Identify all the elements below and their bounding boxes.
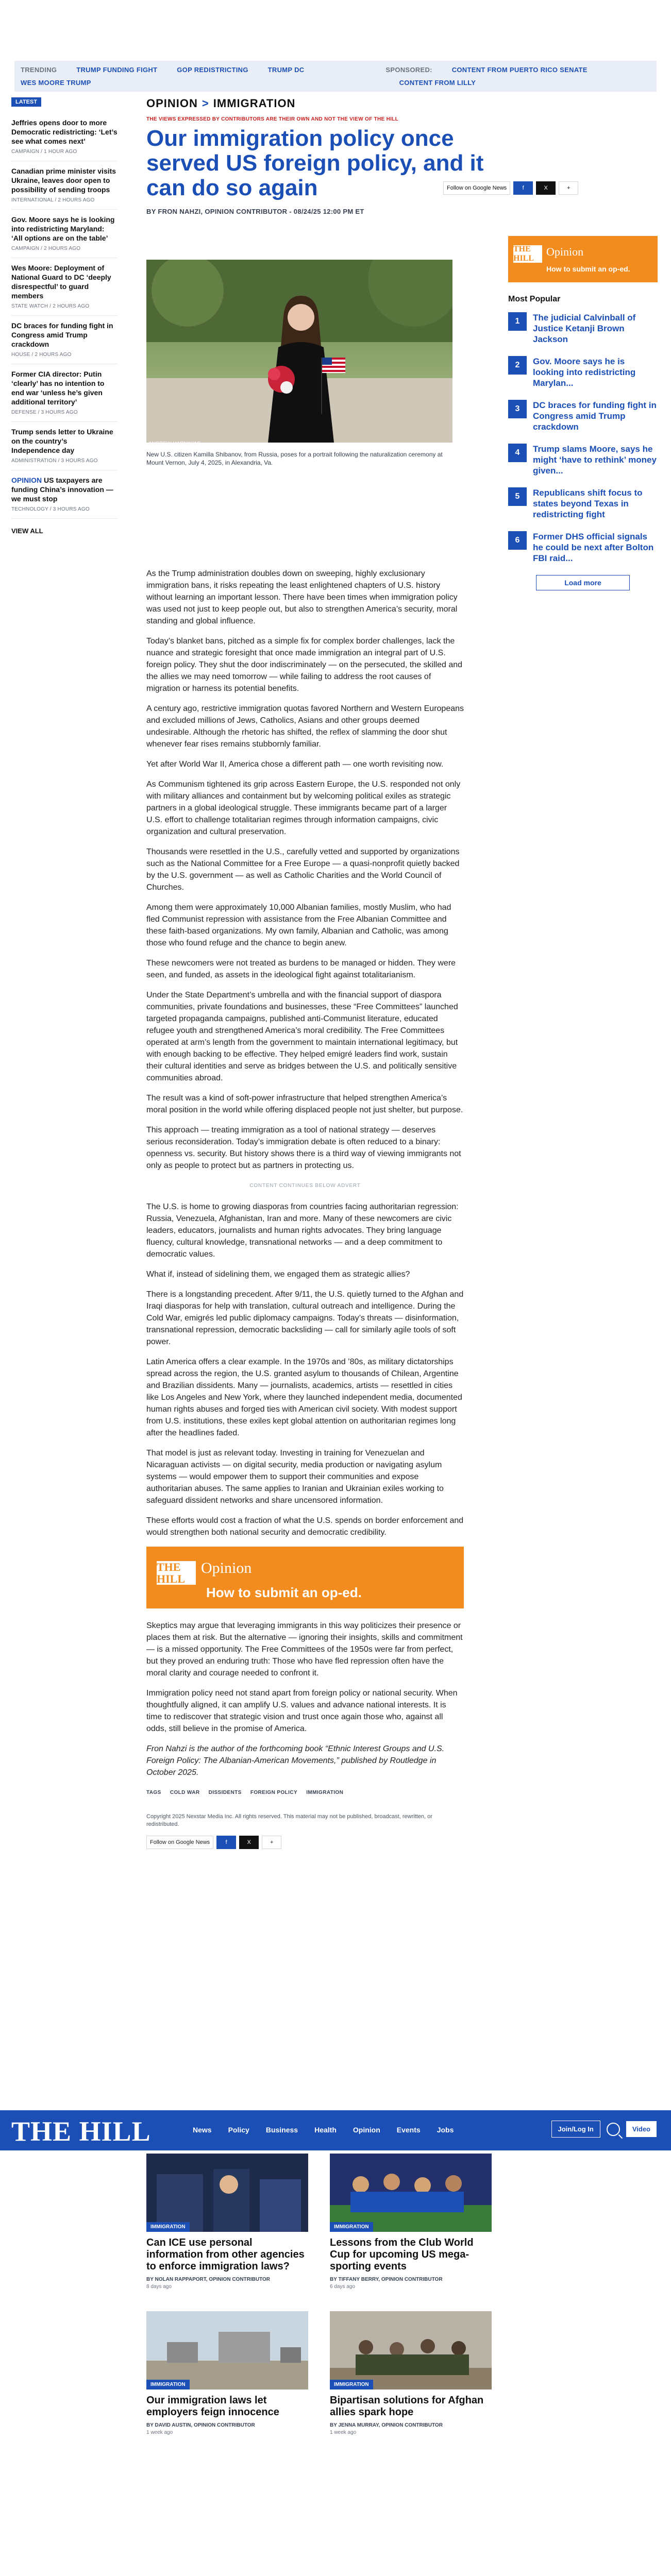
paragraph: Yet after World War II, America chose a different path — one worth revisiting now. — [146, 760, 444, 769]
hero-image — [146, 260, 452, 443]
trending-label: TRENDING — [21, 66, 57, 74]
related-time: 1 week ago — [330, 2430, 357, 2435]
related-title[interactable]: Lessons from the Club World Cup for upcoming US mega-sporting events — [330, 2237, 474, 2272]
more-share-icon[interactable]: + — [262, 1836, 281, 1849]
paragraph: Under the State Department’s umbrella and with the financial support of diaspora communities, private foundations and businesses, these “Free Committees” launched targeted propaganda campaigns, published anti-Communist literature, educated refugee youth and strengthened America’s moral credibility. The Free Committees operated at arm’s length from the government to maintain international legitimacy, but with enough backing to be effective. They helped emigré leaders find work, sustain their cultural identities and serve as bridges between the U.S. and politically sensitive communities abroad. — [146, 991, 458, 1082]
related-tag[interactable]: IMMIGRATION — [330, 2380, 373, 2389]
tag-link[interactable]: IMMIGRATION — [306, 1790, 344, 1795]
x-share-icon[interactable]: X — [239, 1836, 259, 1849]
tag-link[interactable]: DISSIDENTS — [208, 1790, 242, 1795]
trending-bar — [0, 0, 671, 87]
sidebar-item[interactable] — [11, 470, 118, 519]
sidebar-item-meta: STATE WATCH / 2 HOURS AGO — [11, 303, 90, 309]
google-news-follow-button[interactable]: Follow on Google News — [443, 181, 510, 195]
sidebar-item[interactable] — [11, 316, 118, 364]
author-note: Fron Nahzi is the author of the forthcoming book “Ethnic Interest Groups and U.S. Foreign Policy: The Albanian-American Movements,” published by Routledge in October 2025. — [146, 1744, 445, 1777]
sidebar-item-meta: CAMPAIGN / 1 HOUR AGO — [11, 149, 77, 155]
paragraph: Thousands were resettled in the U.S., carefully vetted and supported by organizations such as the National Committee for a Free Europe — a quasi-nonprofit quietly backed by the U.S. government — as well as Catholic Charities and the World Council of Churches. — [146, 848, 460, 892]
paragraph: These newcomers were not treated as burdens to be managed or hidden. They were seen, and funded, as assets in the ideological fight against totalitarianism. — [146, 959, 456, 979]
related-image[interactable] — [146, 2311, 308, 2389]
most-popular-item[interactable] — [508, 400, 658, 432]
facebook-share-icon[interactable]: f — [513, 181, 533, 195]
nav-link-policy[interactable]: Policy — [228, 2126, 249, 2134]
sidebar-item-title[interactable] — [11, 476, 118, 503]
related-title[interactable]: Our immigration laws let employers feign innocence — [146, 2395, 279, 2418]
nav-link-opinion[interactable]: Opinion — [353, 2126, 380, 2134]
sidebar-item-meta: HOUSE / 2 HOURS AGO — [11, 352, 72, 358]
x-share-icon[interactable]: X — [536, 181, 556, 195]
most-popular-link[interactable]: Republicans shift focus to states beyond Texas in redistricting fight — [533, 488, 643, 519]
paragraph: The result was a kind of soft-power infrastructure that helped strengthen America’s moral position in the world while offering displaced people not just shelter, but purpose. — [146, 1094, 463, 1114]
tags-row — [146, 1787, 464, 1799]
related-byline: BY JENNA MURRAY, OPINION CONTRIBUTOR — [330, 2422, 443, 2428]
most-popular-title: Most Popular — [508, 295, 561, 303]
paragraph: As the Trump administration doubles down on sweeping, highly exclusionary immigration bans, it risks repeating the least enlightened chapters of U.S. history without learning an important lesson. There have been times when immigration policy was used not just to keep people out, but also to strengthen America’s security, moral standing and global influence. — [146, 569, 458, 625]
related-tag[interactable]: IMMIGRATION — [146, 2380, 190, 2389]
related-card[interactable] — [330, 2311, 492, 2435]
tags-label: TAGS — [146, 1790, 161, 1795]
video-button[interactable]: Video — [626, 2121, 657, 2137]
sponsored-label: SPONSORED: — [385, 66, 432, 74]
sidebar-item[interactable] — [11, 113, 118, 161]
most-popular-item[interactable] — [508, 312, 658, 345]
breadcrumb — [146, 97, 484, 110]
paragraph: Skeptics may argue that leveraging immigrants in this way politicizes their presence or places them at risk. But the alternative — ignoring their insights, skills and commitment — is a missed opportunity. The Free Committees of the 1950s were far from perfect, but they proved an enduring truth: Those who have fled repression often have the moral clarity and courage needed to confront it. — [146, 1621, 463, 1677]
promo-title: Opinion — [201, 1560, 252, 1577]
paragraph: As Communism tightened its grip across Eastern Europe, the U.S. responded not only with military alliances and containment but by welcoming political exiles as strategic partners in a global ideological struggle. These immigrants became part of a larger U.S. effort to challenge totalitarian regimes through information campaigns, civic organization and cultural preservation. — [146, 780, 461, 836]
site-navbar — [0, 2110, 671, 2150]
trending-box — [14, 61, 657, 92]
rank-badge: 2 — [508, 356, 527, 375]
paragraph: Immigration policy need not stand apart from foreign policy or national security. When thoughtfully aligned, it can amplify U.S. values and advance national interests. It is time to rediscover that strategic vision and trust once again those who, against all odds, still believe in the promise of America. — [146, 1689, 458, 1733]
share-row — [443, 181, 578, 195]
sidebar-item-title[interactable]: Gov. Moore says he is looking into redistricting Maryland: ‘All options are on the table’ — [11, 215, 115, 242]
latest-tag: LATEST — [11, 97, 41, 107]
join-login-button[interactable]: Join/Log In — [551, 2121, 600, 2138]
article-byline: BY FRON NAHZI, OPINION CONTRIBUTOR - 08/24/25 12:00 PM ET — [146, 208, 364, 215]
sidebar-item-meta: ADMINISTRATION / 3 HOURS AGO — [11, 458, 98, 464]
rail-promo-subtitle[interactable]: How to submit an op-ed. — [546, 265, 630, 273]
sidebar-item-meta: INTERNATIONAL / 2 HOURS AGO — [11, 197, 95, 203]
most-popular-link[interactable]: Gov. Moore says he is looking into redistricting Marylan... — [533, 357, 636, 388]
rail-promo-title: Opinion — [546, 245, 584, 258]
sidebar-item-title-text[interactable]: US taxpayers are funding China’s innovation — we must stop — [11, 476, 113, 503]
related-image[interactable] — [330, 2154, 492, 2232]
rank-badge: 3 — [508, 400, 527, 418]
paragraph: Today’s blanket bans, pitched as a simple fix for complex border challenges, lack the nuance and strategic foresight that once made immigration an integral part of U.S. foreign policy. They shut the door indiscriminately — on the persecuted, the skilled and the allies we may need tomorrow — while failing to address the root causes of migration or harness its potential benefits. — [146, 637, 463, 693]
sponsored-link[interactable]: CONTENT FROM LILLY — [399, 79, 476, 87]
sidebar-item-title[interactable]: Jeffries opens door to more Democratic redistricting: ‘Let’s see what comes next’ — [11, 118, 118, 145]
nav-link-business[interactable]: Business — [265, 2126, 298, 2134]
submit-op-ed-promo[interactable] — [146, 1547, 464, 1608]
sidebar-item-meta: CAMPAIGN / 2 HOURS AGO — [11, 246, 81, 251]
nav-links — [193, 2126, 454, 2134]
promo-subtitle[interactable]: How to submit an op-ed. — [206, 1585, 362, 1600]
rank-badge: 6 — [508, 531, 527, 550]
sidebar-item-title[interactable]: Canadian prime minister visits Ukraine, leaves door open to possibility of sending troops — [11, 167, 116, 194]
rank-badge: 4 — [508, 444, 527, 462]
trending-link[interactable]: WES MOORE TRUMP — [21, 79, 91, 87]
the-hill-logo: THE HILL — [513, 245, 542, 263]
opinion-prefix: OPINION — [11, 476, 42, 484]
related-image[interactable] — [146, 2154, 308, 2232]
related-card[interactable] — [146, 2311, 308, 2435]
most-popular-link[interactable]: The judicial Calvinball of Justice Ketanji Brown Jackson — [533, 313, 636, 344]
tag-link[interactable]: COLD WAR — [170, 1790, 200, 1795]
most-popular-item[interactable] — [508, 356, 658, 388]
sidebar-item-title[interactable]: DC braces for funding fight in Congress amid Trump crackdown — [11, 321, 113, 348]
google-news-follow-button[interactable]: Follow on Google News — [146, 1836, 213, 1849]
sidebar-item[interactable] — [11, 258, 118, 316]
paragraph: This approach — treating immigration as a tool of national strategy — deserves serious reconsideration. Today’s immigration debate is often reduced to a binary: openness vs. security. But history shows there is a third way of viewing immigrants not only as people to protect but as partners in protecting us. — [146, 1126, 461, 1170]
opinion-disclaimer: THE VIEWS EXPRESSED BY CONTRIBUTORS ARE THEIR OWN AND NOT THE VIEW OF THE HILL — [146, 116, 398, 122]
facebook-share-icon[interactable]: f — [216, 1836, 236, 1849]
paragraph: Among them were approximately 10,000 Albanian families, mostly Muslim, who had fled Communist repression with assistance from the Free Albanian Committee and these faith-based organizations. My own family, Albanian and Catholic, was among those who found refuge and the chance to begin anew. — [146, 903, 451, 947]
share-footer — [146, 1836, 464, 1849]
trending-row-2 — [21, 79, 493, 87]
nav-link-news[interactable]: News — [193, 2126, 212, 2134]
paragraph: A century ago, restrictive immigration quotas favored Northern and Western Europeans and excluded millions of Jews, Catholics, Asians and other groups deemed undesirable. Although the rhetoric has shifted, the reflex of slamming the door shut whenever fear rises remains stubbornly familiar. — [146, 704, 464, 749]
trending-link[interactable]: GOP REDISTRICTING — [177, 66, 248, 74]
search-icon[interactable] — [607, 2123, 620, 2136]
advert-label: CONTENT CONTINUES BELOW ADVERT — [249, 1183, 361, 1189]
related-image[interactable] — [330, 2311, 492, 2389]
article-headline: Our immigration policy once served US foreign policy, and it can do so again — [146, 126, 484, 200]
trending-row-1 — [21, 66, 605, 74]
latest-news-sidebar — [11, 97, 118, 535]
most-popular-link[interactable]: Trump slams Moore, says he might ‘have to rethink’ money given... — [533, 444, 657, 476]
hero-photo — [146, 260, 452, 443]
copyright-notice: Copyright 2025 Nexstar Media Inc. All rights reserved. This material may not be published, broadcast, rewritten, or redistributed. — [146, 1814, 432, 1827]
related-title[interactable]: Can ICE use personal information from other agencies to enforce immigration laws? — [146, 2237, 305, 2272]
most-popular-link[interactable]: Former DHS official signals he could be next after Bolton FBI raid... — [533, 532, 654, 563]
most-popular-link[interactable]: DC braces for funding fight in Congress amid Trump crackdown — [533, 400, 657, 432]
image-credit: ANDREW HARNIK/AP — [148, 441, 201, 447]
related-byline: BY TIFFANY BERRY, OPINION CONTRIBUTOR — [330, 2277, 443, 2282]
breadcrumb-separator-icon: > — [202, 97, 209, 110]
more-share-icon[interactable]: + — [559, 181, 578, 195]
view-all-link[interactable]: VIEW ALL — [11, 527, 43, 535]
tag-link[interactable]: FOREIGN POLICY — [250, 1790, 298, 1795]
rank-badge: 5 — [508, 487, 527, 506]
trending-link[interactable]: TRUMP DC — [267, 66, 305, 74]
trending-link[interactable]: TRUMP FUNDING FIGHT — [76, 66, 158, 74]
nav-link-events[interactable]: Events — [396, 2126, 421, 2134]
most-popular-item[interactable] — [508, 444, 658, 476]
related-time: 8 days ago — [146, 2284, 172, 2290]
paragraph: That model is just as relevant today. Investing in training for Venezuelan and Nicaraguan activists — on digital security, media production or navigating asylum systems — would empower them to support their communities and expose authoritarian abuses. The same applies to Iranian and Ukrainian exiles working to safeguard dissident networks and share uncensored information. — [146, 1449, 444, 1505]
load-more-button[interactable]: Load more — [536, 575, 630, 590]
paragraph: The U.S. is home to growing diasporas from countries facing authoritarian regression: Russia, Venezuela, Afghanistan, Iran and more. Many of these newcomers are civic leaders, educators, journalists and human rights advocates. They bring language fluency, cultural knowledge, transnational networks — and a deep commitment to democratic values. — [146, 1202, 459, 1259]
related-card[interactable] — [146, 2154, 308, 2290]
right-rail — [508, 236, 658, 590]
sidebar-item[interactable] — [11, 210, 118, 258]
related-byline: BY DAVID AUSTIN, OPINION CONTRIBUTOR — [146, 2422, 255, 2428]
paragraph: These efforts would cost a fraction of what the U.S. spends on border enforcement and would strengthen both national security and democratic credibility. — [146, 1516, 464, 1537]
article-body — [146, 568, 464, 1849]
related-tag[interactable]: IMMIGRATION — [146, 2222, 190, 2232]
related-byline: BY NOLAN RAPPAPORT, OPINION CONTRIBUTOR — [146, 2277, 271, 2282]
sponsored-link[interactable]: CONTENT FROM PUERTO RICO SENATE — [451, 66, 588, 74]
sidebar-item[interactable] — [11, 364, 118, 422]
nav-link-jobs[interactable]: Jobs — [437, 2126, 454, 2134]
most-popular-item[interactable] — [508, 531, 658, 564]
sidebar-item-title[interactable]: Wes Moore: Deployment of National Guard to DC ‘deeply disrespectful’ to guard members — [11, 264, 111, 300]
image-caption: New U.S. citizen Kamilla Shibanov, from Russia, poses for a portrait following the naturalization ceremony at Mount Vernon, July 4, 2025, in Alexandria, Va. — [146, 451, 443, 466]
sidebar-item-meta: TECHNOLOGY / 3 HOURS AGO — [11, 506, 90, 512]
the-hill-logo: THE HILL — [157, 1561, 196, 1585]
sidebar-item[interactable] — [11, 161, 118, 210]
rank-badge: 1 — [508, 312, 527, 331]
breadcrumb-section[interactable]: OPINION — [146, 97, 198, 110]
nav-link-health[interactable]: Health — [314, 2126, 337, 2134]
related-title[interactable]: Bipartisan solutions for Afghan allies spark hope — [330, 2395, 484, 2418]
related-card[interactable] — [330, 2154, 492, 2290]
sidebar-item[interactable] — [11, 422, 118, 470]
sidebar-item-title[interactable]: Former CIA director: Putin ‘clearly’ has no intention to end war ‘unless he’s given additional territory’ — [11, 370, 105, 406]
submit-op-ed-rail-promo[interactable] — [508, 236, 658, 282]
paragraph: There is a longstanding precedent. After 9/11, the U.S. quietly turned to the Afghan and Iraqi diasporas for help with translation, cultural outreach and intelligence. During the Cold War, emigrés led public diplomacy campaigns. Today’s threats — disinformation, transnational repression, democratic backsliding — call for similarly agile tools of soft power. — [146, 1290, 464, 1346]
related-time: 1 week ago — [146, 2430, 173, 2435]
related-time: 6 days ago — [330, 2284, 355, 2290]
breadcrumb-subsection[interactable]: IMMIGRATION — [213, 97, 296, 110]
article — [146, 97, 484, 1845]
sidebar-item-meta: DEFENSE / 3 HOURS AGO — [11, 410, 78, 415]
most-popular-item[interactable] — [508, 487, 658, 520]
paragraph: Latin America offers a clear example. In the 1970s and ’80s, as military dictatorships spread across the region, the U.S. granted asylum to thousands of Chilean, Argentine and Brazilian dissidents. Many — journalists, academics, artists — resettled in cities like Los Angeles and New York, where they launched independent media, documented human rights abuses and forged ties with American civil society. With modest support from U.S. institutions, these exiles kept global attention on authoritarian regimes long after the headlines faded. — [146, 1358, 462, 1437]
paragraph: What if, instead of sidelining them, we engaged them as strategic allies? — [146, 1270, 410, 1279]
related-tag[interactable]: IMMIGRATION — [330, 2222, 373, 2232]
the-hill-logo[interactable]: THE HILL — [11, 2116, 151, 2147]
sidebar-item-title[interactable]: Trump sends letter to Ukraine on the country’s Independence day — [11, 428, 113, 454]
nav-actions — [551, 2121, 657, 2138]
